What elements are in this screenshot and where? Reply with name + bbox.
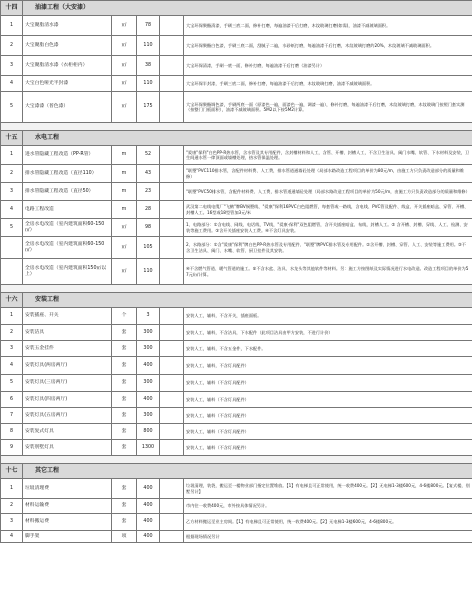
item-quantity: 300 (137, 375, 160, 392)
item-unit: 套 (112, 341, 137, 357)
table-row (1, 237, 472, 259)
item-empty (160, 424, 184, 440)
item-unit: 套 (112, 375, 137, 392)
item-empty (160, 16, 184, 36)
item-empty (160, 259, 184, 285)
item-name: 大宝漆漆（普色漆） (23, 92, 112, 123)
item-description: 大宝环保清漆，手刷一底一面，修补打磨，每遍油漆干后打磨（油漆另计） (184, 56, 472, 76)
item-description: 安装人工，辅料，不含灯具配件） (184, 357, 472, 375)
row-number: 5 (1, 375, 23, 392)
item-unit: ㎡ (112, 92, 137, 123)
item-unit: m (112, 146, 137, 165)
item-quantity: 110 (137, 36, 160, 56)
item-description: 1、电路部分：①含电线、网线、电话线、TV线，"爱康·保利"双色阻燃管，含开关插座暗盒、布线，封槽人工。② 含开槽、封槽、穿线、人工、检测、安装等施工费用。③含开关插座安装人工费。④不含灯具安装。 (184, 219, 472, 237)
row-number (1, 259, 23, 285)
item-name: 安装复式灯具 (23, 424, 112, 440)
item-name: 全房水电改造（室内建筑面积150㎡以上） (23, 259, 112, 285)
item-empty (160, 146, 184, 165)
item-quantity: 105 (137, 237, 160, 259)
item-quantity: 1300 (137, 440, 160, 456)
item-unit: ㎡ (112, 259, 137, 285)
item-description: 大宝环保半封漆，手刷三底二面，修补打磨，每遍油漆干后打磨，木纹玻璃打磨，油漆不减玻璃面积。 (184, 76, 472, 92)
item-unit: 项 (112, 531, 137, 543)
item-quantity: 110 (137, 76, 160, 92)
section-number: 十七 (1, 464, 23, 479)
table-row (1, 165, 472, 183)
item-quantity: 400 (137, 514, 160, 531)
item-empty (160, 408, 184, 424)
item-quantity: 3 (137, 308, 160, 325)
item-empty (160, 237, 184, 259)
item-name: 电路工程改造 (23, 201, 112, 219)
item-description: ④不含燃气管道、暖气管道的施工。⑤不含水盆、洁具、水龙头等其他软件等材料。另：施工方按图纸及实际情况进行水电改造。改造工程项目的单价为57元/㎡计算。 (184, 259, 472, 285)
item-name: 进水管隐藏工程改造（PP-R管） (23, 146, 112, 165)
row-number: 7 (1, 408, 23, 424)
item-name: 安装五金挂件 (23, 341, 112, 357)
item-empty (160, 325, 184, 341)
item-unit: ㎡ (112, 76, 137, 92)
table-row (1, 408, 472, 424)
row-number: 1 (1, 16, 23, 36)
item-unit: m (112, 201, 137, 219)
item-quantity: 43 (137, 165, 160, 183)
item-empty (160, 499, 184, 514)
item-description: "联塑"PVC110排水管，含配件材料费、人工费，排水管道通墙砼处理（局部水路改造工程项目的单价为80元/m，由施工方只负责改造部分的质量和维修） (184, 165, 472, 183)
item-name: 全房水电改造（室内建筑面积60-150㎡） (23, 237, 112, 259)
row-number: 9 (1, 440, 23, 456)
item-description: 安装人工，辅料（不含灯具配件） (184, 375, 472, 392)
item-description: 垃圾清理，装袋，搬运至一楼物业部门指定位置堆放。【1】有电梯且可正常使用，统一收费400元。【2】无电梯1-3楼600元，4-6楼800元。【复式楼，别墅另计】 (184, 479, 472, 499)
item-quantity: 23 (137, 183, 160, 201)
item-quantity: 300 (137, 325, 160, 341)
item-description: 市内往一收费400元，市外按具体情况另计。 (184, 499, 472, 514)
item-empty (160, 92, 184, 123)
item-empty (160, 514, 184, 531)
item-description: 安装人工，辅料（不含灯具配件） (184, 440, 472, 456)
item-quantity: 110 (137, 259, 160, 285)
row-number: 4 (1, 201, 23, 219)
row-number: 2 (1, 36, 23, 56)
table-row (1, 531, 472, 543)
item-quantity: 78 (137, 16, 160, 36)
table-row (1, 259, 472, 285)
item-quantity: 175 (137, 92, 160, 123)
item-description: 大宝环保聚酯调色漆，手刷两底一面（原漆色一遍，面漆色一遍，调漆一遍），修补打磨，每遍油漆干后打磨，木纹玻璃打磨，木纹玻璃门按照门套实测（按整门门板面积），油漆不减玻璃面积。5M2以下按5M2计算。 (184, 92, 472, 123)
item-quantity: 400 (137, 357, 160, 375)
item-unit: ㎡ (112, 219, 137, 237)
item-quantity: 38 (137, 56, 160, 76)
section-title: 其它工程 (23, 464, 472, 479)
item-empty (160, 219, 184, 237)
item-name: 安装灯具(两房两厅) (23, 357, 112, 375)
item-description: "爱康"保利"白色PP-R热水管，含水管及其专用配件，含封槽材料和人工，含管、开槽、封槽人工，不含卫生洁具、阀门水嘴、软管、下水材料及安装，卫生间通水管一律顶面或墙槽处理，热水管保温处理。 (184, 146, 472, 165)
row-number: 4 (1, 76, 23, 92)
table-row (1, 92, 472, 123)
table-row (1, 308, 472, 325)
section-title: 水电工程 (23, 131, 472, 146)
item-description: 安装人工，辅料，不含开关，插座面板。 (184, 308, 472, 325)
row-number: 5 (1, 92, 23, 123)
table-row (1, 375, 472, 392)
item-empty (160, 357, 184, 375)
table-row (1, 16, 472, 36)
item-name: 大宝白色哑光半封漆 (23, 76, 112, 92)
table-row (1, 392, 472, 408)
table-row (1, 219, 472, 237)
item-name: 大宝聚脂清水漆（衣柜柜内） (23, 56, 112, 76)
item-quantity: 28 (137, 201, 160, 219)
section-spacer (1, 285, 472, 293)
section-header (1, 293, 472, 308)
item-quantity: 52 (137, 146, 160, 165)
item-name: 排水管隐藏工程改造（直径50） (23, 183, 112, 201)
section-header (1, 464, 472, 479)
item-name: 大宝聚脂清水漆 (23, 16, 112, 36)
item-unit: 套 (112, 499, 137, 514)
item-name: 垃圾清理费 (23, 479, 112, 499)
item-unit: ㎡ (112, 36, 137, 56)
table-row (1, 146, 472, 165)
item-quantity: 400 (137, 531, 160, 543)
item-description: 乙方材料搬运至业主房间。【1】有电梯且可正常使用，统一收费400元。【2】无电梯1-3楼600元，4-6楼800元。 (184, 514, 472, 531)
table-row (1, 499, 472, 514)
item-empty (160, 392, 184, 408)
item-description: 安装人工，辅料，不含洁具，下水配件（此项目洁具由甲方安装，不进行计价） (184, 325, 472, 341)
row-number: 1 (1, 308, 23, 325)
item-quantity: 300 (137, 408, 160, 424)
row-number (1, 237, 23, 259)
table-row (1, 56, 472, 76)
item-description: 安装人工，辅料（不含灯具配件） (184, 424, 472, 440)
item-description: 2、水路部分：①含"爱康"保利"牌白色PP-R热水管及专用配件、"联塑"牌PVC排水管及专用配件。②含开槽、封槽、穿管、人工、安装等施工费用。③不含卫生洁具、阀门、水嘴、软管、厨卫挂件及其安装。 (184, 237, 472, 259)
row-number: 1 (1, 146, 23, 165)
table-row (1, 424, 472, 440)
row-number: 3 (1, 183, 23, 201)
item-unit: 套 (112, 408, 137, 424)
item-unit: 个 (112, 308, 137, 325)
section-title: 安装工程 (23, 293, 472, 308)
item-unit: 套 (112, 440, 137, 456)
table-row (1, 183, 472, 201)
item-unit: ㎡ (112, 56, 137, 76)
item-empty (160, 76, 184, 92)
spacer-cell (1, 456, 472, 464)
item-description: 安装人工，辅料（不含灯具配件） (184, 408, 472, 424)
item-empty (160, 183, 184, 201)
item-quantity: 98 (137, 219, 160, 237)
row-number: 6 (1, 392, 23, 408)
spacer-cell (1, 285, 472, 293)
section-number: 十六 (1, 293, 23, 308)
table-row (1, 325, 472, 341)
item-quantity: 400 (137, 392, 160, 408)
row-number: 4 (1, 531, 23, 543)
row-number: 8 (1, 424, 23, 440)
item-description: 大宝环保聚酯清漆，手刷三底二面，修补打磨，每遍油漆干后打磨，木纹玻璃打磨(如需)，油漆不减玻璃面积。 (184, 16, 472, 36)
item-unit: 套 (112, 424, 137, 440)
item-unit: 套 (112, 392, 137, 408)
row-number: 5 (1, 219, 23, 237)
item-unit: 套 (112, 325, 137, 341)
table-row (1, 479, 472, 499)
table-row (1, 36, 472, 56)
spacer-cell (1, 123, 472, 131)
item-empty (160, 308, 184, 325)
item-description: 安装人工，辅料（不含灯具配件） (184, 392, 472, 408)
row-number: 1 (1, 479, 23, 499)
item-unit: ㎡ (112, 237, 137, 259)
item-empty (160, 531, 184, 543)
table-row (1, 76, 472, 92)
section-spacer (1, 123, 472, 131)
item-empty (160, 201, 184, 219)
item-name: 材料搬运费 (23, 514, 112, 531)
item-empty (160, 440, 184, 456)
item-quantity: 400 (137, 499, 160, 514)
item-unit: 套 (112, 479, 137, 499)
item-unit: 套 (112, 514, 137, 531)
item-unit: ㎡ (112, 16, 137, 36)
item-name: 安装插座、开关 (23, 308, 112, 325)
item-empty (160, 341, 184, 357)
table-row (1, 514, 472, 531)
item-unit: 套 (112, 357, 137, 375)
item-name: 材料运输费 (23, 499, 112, 514)
row-number: 4 (1, 357, 23, 375)
item-name: 全房水电改造（室内建筑面积60-150㎡） (23, 219, 112, 237)
item-description: "联塑"PVC50排水管，含配件材料费、人工费，排水管道通墙砼处理（局部水路改造工程项目的单价为50元/m，由施工方只负责改造部分的质量和维修） (184, 183, 472, 201)
section-header (1, 1, 472, 16)
item-name: 排水管隐藏工程改造（直径110） (23, 165, 112, 183)
item-unit: m (112, 165, 137, 183)
section-header (1, 131, 472, 146)
item-name: 安装灯具(三房两厅) (23, 375, 112, 392)
row-number: 2 (1, 499, 23, 514)
item-empty (160, 56, 184, 76)
item-description: 大宝环保聚酯白色漆，手刷三底二面，刮腻子二遍，水砂纸打磨，每遍油漆干后打磨，木纹玻璃打磨约20%，木纹玻璃不减玻璃面积。 (184, 36, 472, 56)
item-empty (160, 375, 184, 392)
item-description: 安装人工，辅料，不含五金件，下水配件。 (184, 341, 472, 357)
item-name: 安装灯具(四房两厅) (23, 392, 112, 408)
section-title: 油漆工程（大安漆） (23, 1, 472, 16)
table-row (1, 341, 472, 357)
row-number: 2 (1, 325, 23, 341)
item-description: 武汉第二电线电缆厂"飞鹤"牌BV铜塑线、"爱康"保利16PVC白色阻燃管，每套管或一路线，含电线、PVC管及配件、线盒、开关插座暗盒、穿管、开槽、封槽人工。16型或18型管加3元/米 (184, 201, 472, 219)
item-name: 脚手架 (23, 531, 112, 543)
table-row (1, 201, 472, 219)
item-empty (160, 36, 184, 56)
row-number: 3 (1, 56, 23, 76)
item-empty (160, 479, 184, 499)
row-number: 3 (1, 514, 23, 531)
row-number: 3 (1, 341, 23, 357)
table-body (1, 1, 472, 543)
item-name: 大宝聚脂白色漆 (23, 36, 112, 56)
item-quantity: 400 (137, 479, 160, 499)
section-number: 十五 (1, 131, 23, 146)
item-unit: m (112, 183, 137, 201)
row-number: 2 (1, 165, 23, 183)
item-name: 安装洁具 (23, 325, 112, 341)
section-number: 十四 (1, 1, 23, 16)
item-empty (160, 165, 184, 183)
section-spacer (1, 456, 472, 464)
item-name: 安装别墅灯具 (23, 440, 112, 456)
item-name: 安装灯具(五房两厅) (23, 408, 112, 424)
table-row (1, 440, 472, 456)
item-quantity: 300 (137, 341, 160, 357)
item-description: 根据现场情况另计 (184, 531, 472, 543)
table-row (1, 357, 472, 375)
item-quantity: 800 (137, 424, 160, 440)
